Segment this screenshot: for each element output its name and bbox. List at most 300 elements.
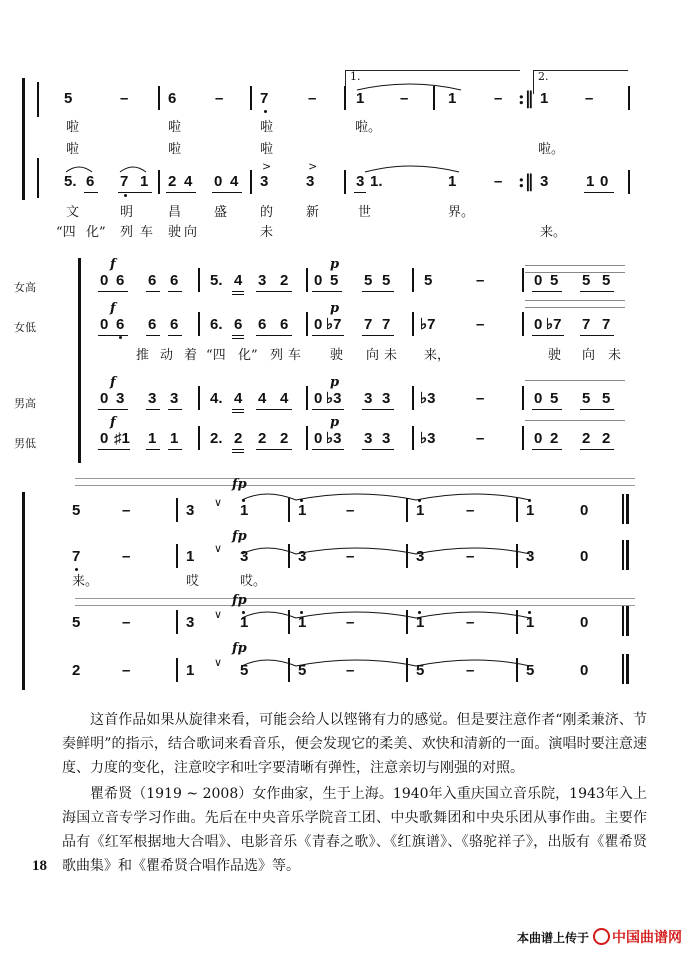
underline [118, 192, 152, 193]
barline [37, 158, 39, 198]
dash: – [476, 316, 485, 333]
underline [146, 335, 160, 336]
footer-credit[interactable] [517, 927, 682, 947]
barline [306, 312, 308, 336]
note: 5 [364, 272, 373, 289]
underline [354, 192, 366, 193]
lyric: 驶 [168, 225, 182, 240]
lyric: 啦 [168, 142, 182, 157]
note: 5 [416, 662, 425, 679]
note: 6 [168, 90, 177, 107]
dash: – [494, 90, 503, 107]
dynamic-fp: fp [232, 641, 247, 656]
dash: – [400, 90, 409, 107]
note: 3 [240, 548, 249, 565]
underline [232, 452, 244, 453]
note: 7 [582, 316, 591, 333]
lyric: 来。 [72, 574, 99, 589]
underline [98, 335, 128, 336]
note: 2 [258, 430, 267, 447]
note: 5 [582, 272, 591, 289]
dash: – [122, 502, 131, 519]
system-bracket [78, 258, 81, 463]
note: 2 [550, 430, 559, 447]
note: 1 [148, 430, 157, 447]
barline [412, 268, 414, 292]
final-barline [626, 654, 629, 684]
note: 3 [364, 430, 373, 447]
note: 5 [582, 390, 591, 407]
lyric: 驶 [548, 348, 562, 363]
dash: – [466, 662, 475, 679]
note: ♯1 [114, 430, 130, 447]
note: 1 [586, 173, 595, 190]
barline [250, 86, 252, 110]
underline [256, 449, 292, 450]
dynamic-p: p [330, 375, 340, 390]
lyric: 化” [86, 225, 106, 240]
lyric: “四 [206, 348, 226, 363]
note: 5 [330, 272, 339, 289]
lyric: 来， [424, 348, 451, 363]
note: ♭3 [326, 430, 342, 447]
note: 1 [240, 614, 249, 631]
note: 3 [382, 430, 391, 447]
lyric: 啦。 [538, 142, 565, 157]
note: 1 [240, 502, 249, 519]
underline [532, 335, 564, 336]
barline [628, 170, 630, 194]
note: 1 [526, 502, 535, 519]
note: 4 [234, 272, 243, 289]
lyric: 未 [384, 348, 398, 363]
dash: – [476, 430, 485, 447]
lyric: 啦 [168, 120, 182, 135]
dash: – [346, 502, 355, 519]
barline [622, 494, 624, 524]
note: 0 [314, 430, 323, 447]
underline [146, 409, 160, 410]
barline [158, 86, 160, 110]
system-bracket [22, 78, 25, 200]
note: 6 [86, 173, 95, 190]
barline [406, 658, 408, 682]
underline [362, 449, 394, 450]
staff-line [525, 420, 625, 421]
part-label-alto: 女低 [14, 321, 36, 334]
dynamic-fp: fp [232, 593, 247, 608]
note: 0 [100, 272, 109, 289]
barline [306, 268, 308, 292]
note: 2 [168, 173, 177, 190]
underline [362, 291, 394, 292]
note: 0 [314, 390, 323, 407]
underline [584, 192, 614, 193]
note: 6. [210, 316, 223, 333]
barline [158, 170, 160, 194]
commentary-paragraph: 这首作品如果从旋律来看，可能会给人以铿锵有力的感觉。但是要注意作者“刚柔兼济、节奏鲜明”的指示，结合歌词来看音乐，便会发现它的柔美、欢快和清新的一面。演唱时要注意速度、力度的变化，注意咬字和吐字要清晰有弹性，注意亲切与刚强的对照。 [62, 712, 647, 776]
note: 3 [356, 173, 365, 190]
breath-mark: ∨ [214, 608, 223, 621]
underline [256, 335, 292, 336]
barline [344, 86, 346, 110]
barline [37, 82, 39, 117]
lyric: 未 [260, 225, 274, 240]
note: 1 [526, 614, 535, 631]
note: 5 [550, 272, 559, 289]
note: 5 [602, 390, 611, 407]
dash: – [308, 90, 317, 107]
dash: – [122, 614, 131, 631]
note: 3 [416, 548, 425, 565]
note: 0 [600, 173, 609, 190]
high-dot [528, 499, 531, 502]
system-bracket [22, 492, 25, 690]
barline [306, 426, 308, 450]
dynamic-f: f [110, 257, 116, 272]
staff-line [525, 300, 625, 301]
footer-site-name[interactable]: 中国曲谱网 [612, 930, 682, 946]
low-dot [119, 336, 122, 339]
low-dot [124, 194, 127, 197]
note: 3 [260, 173, 269, 190]
lyric: 啦 [66, 120, 80, 135]
note: 7 [120, 173, 129, 190]
underline [98, 449, 130, 450]
lyric: 明 [120, 205, 134, 220]
ties [236, 486, 536, 502]
barline [522, 268, 524, 292]
barline [288, 658, 290, 682]
underline [580, 409, 614, 410]
staff-line [75, 478, 635, 479]
note: 7 [364, 316, 373, 333]
volta-1: 1. [350, 70, 361, 83]
underline [168, 335, 182, 336]
dash: – [585, 90, 594, 107]
lyric: 哎 [186, 574, 200, 589]
underline [232, 294, 244, 295]
underline [312, 335, 344, 336]
underline [362, 335, 394, 336]
dash: – [346, 614, 355, 631]
note: 0 [534, 272, 543, 289]
note: 6 [170, 272, 179, 289]
underline [168, 291, 182, 292]
low-dot [75, 568, 78, 571]
lyric: 啦 [66, 142, 80, 157]
barline [522, 386, 524, 410]
part-label-tenor: 男高 [14, 397, 36, 410]
barline [516, 658, 518, 682]
note: 6 [258, 316, 267, 333]
underline [232, 449, 244, 450]
underline [232, 412, 244, 413]
note: 1 [298, 614, 307, 631]
note: 5 [424, 272, 433, 289]
underline [166, 192, 196, 193]
underline [232, 291, 244, 292]
note: 5. [64, 173, 77, 190]
underline [146, 291, 160, 292]
note: 1 [298, 502, 307, 519]
dash: – [476, 390, 485, 407]
footer-caption: 本曲谱上传于 [516, 931, 589, 945]
note: 0 [580, 502, 589, 519]
note: 5 [550, 390, 559, 407]
underline [168, 449, 182, 450]
note: 2 [280, 272, 289, 289]
underline [98, 409, 128, 410]
lyric: 着 [184, 348, 198, 363]
note: 4 [258, 390, 267, 407]
note: ♭7 [546, 316, 562, 333]
barline [250, 170, 252, 194]
note: 4 [280, 390, 289, 407]
dash: – [466, 502, 475, 519]
note: 6 [116, 316, 125, 333]
note: 5 [602, 272, 611, 289]
barline [198, 312, 200, 336]
barline [628, 86, 630, 110]
note: 7 [602, 316, 611, 333]
dash: – [494, 173, 503, 190]
barline [412, 312, 414, 336]
high-dot [418, 499, 421, 502]
underline [532, 449, 562, 450]
dash: – [476, 272, 485, 289]
note: 5 [72, 614, 81, 631]
note: 3 [526, 548, 535, 565]
note: 5 [240, 662, 249, 679]
note: 1 [416, 502, 425, 519]
note: 2 [234, 430, 243, 447]
dynamic-f: f [110, 415, 116, 430]
underline [580, 291, 614, 292]
high-dot [242, 611, 245, 614]
staff-line [525, 265, 625, 266]
barline [344, 170, 346, 194]
note: 5. [210, 272, 223, 289]
note: 7 [382, 316, 391, 333]
note: 6 [234, 316, 243, 333]
part-label-bass: 男低 [14, 437, 36, 450]
note: 3 [258, 272, 267, 289]
dash: – [122, 548, 131, 565]
lyric: 向 [366, 348, 380, 363]
note: 1 [356, 90, 365, 107]
underline [312, 409, 344, 410]
tie [355, 160, 465, 174]
note: 2 [72, 662, 81, 679]
dash: – [346, 662, 355, 679]
note: 2 [280, 430, 289, 447]
dash: – [466, 614, 475, 631]
note: 5 [382, 272, 391, 289]
note: 0 [100, 316, 109, 333]
barline [622, 606, 624, 636]
dynamic-p: p [330, 415, 340, 430]
note: 3 [186, 614, 195, 631]
note: 2 [602, 430, 611, 447]
volta-line [345, 70, 520, 71]
high-dot [300, 499, 303, 502]
staff-line [525, 307, 625, 308]
lyric: 啦。 [355, 120, 382, 135]
dash: – [346, 548, 355, 565]
lyric: 列 [120, 225, 134, 240]
note: 6 [148, 272, 157, 289]
lyric: “四 [56, 225, 76, 240]
dynamic-f: f [110, 375, 116, 390]
dynamic-p: p [330, 301, 340, 316]
barline [176, 658, 178, 682]
ties [236, 540, 536, 556]
repeat-sign: :‖ [518, 171, 534, 192]
note: 3 [540, 173, 549, 190]
high-dot [300, 611, 303, 614]
note: 5 [298, 662, 307, 679]
note: 7 [72, 548, 81, 565]
barline [516, 610, 518, 634]
barline [176, 544, 178, 568]
underline [256, 409, 292, 410]
note: 3 [148, 390, 157, 407]
lyric: 向 [184, 225, 198, 240]
note: 3 [170, 390, 179, 407]
breath-mark: ∨ [214, 656, 223, 669]
dynamic-fp: fp [232, 477, 247, 492]
barline [622, 654, 624, 684]
lyric: 昌 [168, 205, 182, 220]
barline [412, 426, 414, 450]
note: 0 [580, 548, 589, 565]
lyric: 新 [306, 205, 320, 220]
underline [312, 291, 342, 292]
low-dot [264, 110, 267, 113]
underline [98, 291, 128, 292]
lyric: 界。 [448, 205, 475, 220]
note: 0 [314, 272, 323, 289]
final-barline [626, 540, 629, 570]
note: 6 [280, 316, 289, 333]
lyric: 来。 [540, 225, 567, 240]
note: 2 [582, 430, 591, 447]
lyric: 动 [160, 348, 174, 363]
barline [288, 544, 290, 568]
lyric: 化” [238, 348, 258, 363]
note: 1 [448, 173, 457, 190]
underline [580, 335, 614, 336]
tie [355, 78, 465, 92]
part-label-soprano: 女高 [14, 281, 36, 294]
dash: – [122, 662, 131, 679]
underline [212, 192, 242, 193]
note: 7 [260, 90, 269, 107]
note: 4 [184, 173, 193, 190]
note: 0 [534, 390, 543, 407]
dash: – [120, 90, 129, 107]
note: 4 [230, 173, 239, 190]
note: 1 [540, 90, 549, 107]
barline [176, 610, 178, 634]
note: 3 [298, 548, 307, 565]
barline [198, 426, 200, 450]
dash: – [466, 548, 475, 565]
note: ♭3 [420, 430, 436, 447]
note: ♭3 [420, 390, 436, 407]
barline [198, 386, 200, 410]
underline [232, 338, 244, 339]
lyric: 列 [270, 348, 284, 363]
lyric: 哎。 [240, 574, 267, 589]
lyric: 文 [66, 205, 80, 220]
note: ♭7 [326, 316, 342, 333]
underline [362, 409, 394, 410]
note: 3 [382, 390, 391, 407]
underline [232, 335, 244, 336]
note: 1 [186, 662, 195, 679]
note: 1 [170, 430, 179, 447]
underline [580, 449, 614, 450]
barline [516, 544, 518, 568]
note: 3 [116, 390, 125, 407]
underline [146, 449, 160, 450]
staff-line [75, 598, 635, 599]
note: 2. [210, 430, 223, 447]
underline [256, 291, 292, 292]
high-dot [242, 499, 245, 502]
note: 0 [214, 173, 223, 190]
lyric: 向 [582, 348, 596, 363]
note: 1 [140, 173, 149, 190]
note: 0 [580, 662, 589, 679]
note: 5 [526, 662, 535, 679]
note: 0 [314, 316, 323, 333]
lyric: 盛 [214, 205, 228, 220]
repeat-sign: :‖ [518, 88, 534, 109]
note: 3 [186, 502, 195, 519]
ties [236, 604, 536, 620]
note: ♭7 [420, 316, 436, 333]
breath-mark: ∨ [214, 542, 223, 555]
high-dot [528, 611, 531, 614]
barline [522, 312, 524, 336]
note: 0 [100, 390, 109, 407]
underline [532, 409, 562, 410]
note: 1 [448, 90, 457, 107]
note: 4 [234, 390, 243, 407]
lyric: 未 [608, 348, 622, 363]
barline [288, 610, 290, 634]
underline [312, 449, 344, 450]
note: ♭3 [326, 390, 342, 407]
note: 6 [170, 316, 179, 333]
barline [198, 268, 200, 292]
note: 6 [148, 316, 157, 333]
note: 0 [534, 430, 543, 447]
note: 1. [370, 173, 383, 190]
note: 3 [306, 173, 315, 190]
lyric: 的 [260, 205, 274, 220]
underline [532, 291, 562, 292]
note: 6 [116, 272, 125, 289]
dash: – [215, 90, 224, 107]
composer-bio-paragraph: 瞿希贤（1919 ~ 2008）女作曲家，生于上海。1940年入重庆国立音乐院，1943年入上海国立音专学习作曲。先后在中央音乐学院音工团、中央歌舞团和中央乐团从事作曲。主要作品有《红军根据地大合唱》、电影音乐《青春之歌》、《红旗谱》、《骆驼祥子》，出版有《瞿希贤歌曲集》和《瞿希贤合唱作品选》等。 [62, 786, 647, 874]
note: 1 [186, 548, 195, 565]
barline [412, 386, 414, 410]
high-dot [418, 611, 421, 614]
